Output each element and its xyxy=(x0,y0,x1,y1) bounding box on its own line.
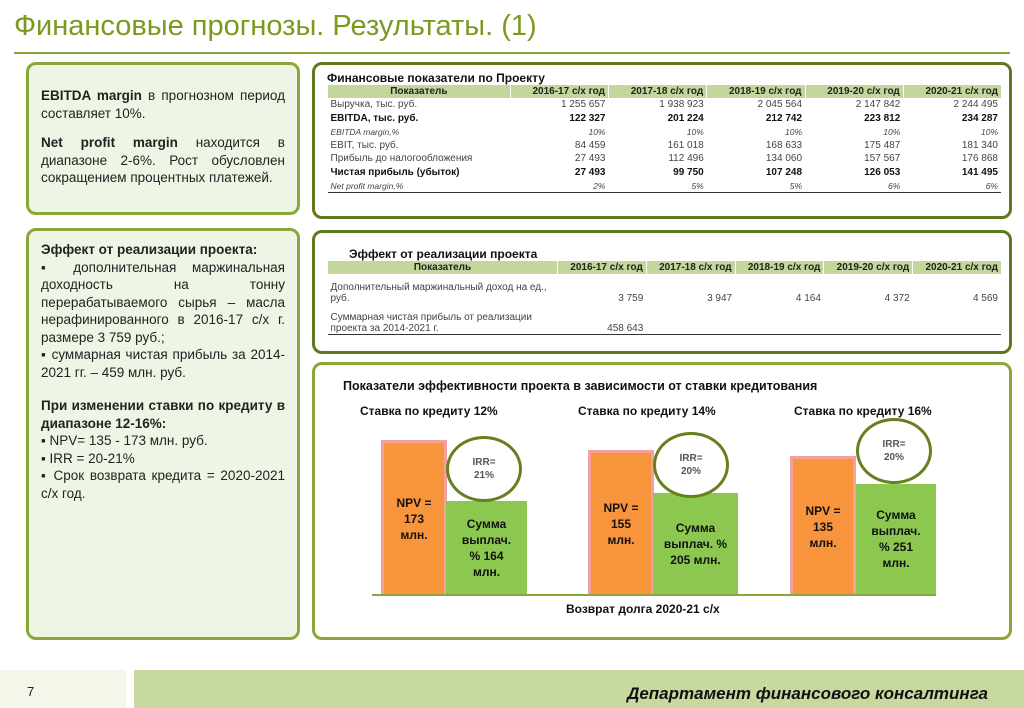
table-cell: 176 868 xyxy=(961,153,998,165)
chart-baseline xyxy=(372,594,936,596)
table-row xyxy=(328,125,1002,139)
table-cell: Дополнительный маржинальный доход на ед., руб. xyxy=(330,282,547,304)
table-row xyxy=(328,152,1002,166)
irr-label: IRR= 20% xyxy=(882,439,906,463)
department-name: Департамент финансового консалтинга xyxy=(627,684,988,703)
table-cell: 6% xyxy=(805,179,903,193)
table-cell: 2% xyxy=(510,179,608,193)
table-cell: 157 567 xyxy=(864,153,901,165)
interest-label: Сумма выплач. % 164 млн. xyxy=(461,516,512,579)
column-header: 2018-19 с/х год xyxy=(707,85,805,98)
rate-label: Ставка по кредиту 12% xyxy=(360,404,498,418)
net-profit-text: находится в диапазоне 2-6%. Рост обусловлен сокращением процентных платежей. xyxy=(41,135,285,185)
irr-circle xyxy=(653,432,729,498)
table-cell: 126 053 xyxy=(864,166,901,178)
interest-bar xyxy=(856,484,936,594)
table-row xyxy=(328,166,1002,180)
column-header: Показатель xyxy=(328,85,511,98)
effect-bullet: ▪ суммарная чистая прибыль за 2014-2021 гг. – 459 млн. руб. xyxy=(41,347,285,380)
table-cell: 10% xyxy=(686,126,704,137)
table-cell: Выручка, тыс. руб. xyxy=(330,99,418,111)
table-cell: 84 459 xyxy=(574,139,606,151)
table-cell: 27 493 xyxy=(574,153,606,165)
column-header: 2016-17 с/х год xyxy=(558,261,647,274)
rate-label: Ставка по кредиту 14% xyxy=(578,404,716,418)
table-cell: 6% xyxy=(903,179,1001,193)
table-cell: 3 947 xyxy=(707,293,733,304)
column-header: 2019-20 с/х год xyxy=(805,85,903,98)
column-header: Показатель xyxy=(328,261,558,274)
irr-label: IRR= 20% xyxy=(679,453,703,477)
column-header: 2020-21 с/х год xyxy=(903,85,1001,98)
footer-page-area xyxy=(0,670,126,708)
interest-label: Сумма выплач. % 205 млн. xyxy=(663,520,728,567)
table-cell: 5% xyxy=(707,179,805,193)
table-cell: 168 633 xyxy=(765,139,803,151)
table-cell xyxy=(824,304,913,334)
table-cell: 4 164 xyxy=(795,293,821,304)
net-profit-label: Net profit margin xyxy=(41,135,178,150)
effect-table-panel xyxy=(312,230,1012,354)
project-effect-panel xyxy=(26,228,300,640)
table-row xyxy=(328,304,1002,334)
table-cell: 1 255 657 xyxy=(560,99,606,111)
table-row xyxy=(328,112,1002,126)
column-header: 2017-18 с/х год xyxy=(608,85,706,98)
table-cell: 99 750 xyxy=(673,166,704,178)
npv-label: NPV = 135 млн. xyxy=(805,503,841,550)
page-title: Финансовые прогнозы. Результаты. (1) xyxy=(14,10,537,42)
table-cell: 223 812 xyxy=(864,112,901,124)
interest-bar xyxy=(653,493,738,594)
title-divider xyxy=(14,52,1010,54)
table-cell: 175 487 xyxy=(864,139,901,151)
table-title: Эффект от реализации проекта xyxy=(349,247,538,261)
npv-bar xyxy=(790,456,856,594)
table-cell: 5% xyxy=(608,179,706,193)
table-cell: 27 493 xyxy=(574,166,606,178)
table-cell: 1 938 923 xyxy=(659,99,704,111)
effect-bullet: ▪ дополнительная маржинальная доходность на тонну перерабатываемого сырья – масла нерафинированного в 2016-17 с/х г. размере 3 759 руб.; xyxy=(41,259,285,345)
irr-label: IRR= 21% xyxy=(472,457,496,481)
footer-bar xyxy=(134,670,1024,708)
column-header: 2016-17 с/х год xyxy=(510,85,608,98)
column-header: 2018-19 с/х год xyxy=(735,261,824,274)
ebitda-label: EBITDA margin xyxy=(41,88,142,103)
column-header: 2017-18 с/х год xyxy=(646,261,735,274)
table-cell xyxy=(735,304,824,334)
interest-bar xyxy=(446,501,527,594)
financial-table xyxy=(327,85,1001,193)
column-header: 2020-21 с/х год xyxy=(913,261,1001,274)
npv-bar xyxy=(381,440,447,594)
table-cell: 2 244 495 xyxy=(953,99,998,111)
rate-bullet: ▪ NPV= 135 - 173 млн. руб. xyxy=(41,433,208,448)
table-cell: Прибыль до налогообложения xyxy=(330,153,473,165)
table-cell: 2 045 564 xyxy=(757,99,803,111)
npv-bar xyxy=(588,450,654,594)
table-cell: 212 742 xyxy=(765,112,803,124)
table-cell: Net profit margin,% xyxy=(328,179,511,193)
page-number: 7 xyxy=(27,684,35,699)
table-cell: 10% xyxy=(588,126,606,137)
table-cell: EBITDA, тыс. руб. xyxy=(330,112,419,124)
table-cell: 161 018 xyxy=(667,139,704,151)
table-cell: 181 340 xyxy=(961,139,998,151)
effect-heading: Эффект от реализации проекта: xyxy=(41,242,258,257)
table-cell: 141 495 xyxy=(961,166,998,178)
effect-table xyxy=(327,261,1001,335)
table-title: Финансовые показатели по Проекту xyxy=(327,71,545,85)
table-cell: 4 569 xyxy=(972,293,998,304)
rate-bullet: ▪ Срок возврата кредита = 2020-2021 с/х год. xyxy=(41,468,285,501)
table-cell: Чистая прибыль (убыток) xyxy=(330,166,460,178)
table-cell: Суммарная чистая прибыль от реализации проекта за 2014-2021 г. xyxy=(328,304,558,334)
table-cell xyxy=(913,304,1001,334)
table-cell: 234 287 xyxy=(961,112,998,124)
table-cell: 10% xyxy=(883,126,901,137)
table-cell xyxy=(646,304,735,334)
table-cell: EBITDA margin,% xyxy=(330,126,400,137)
table-cell: 4 372 xyxy=(884,293,910,304)
table-cell: 112 496 xyxy=(668,153,704,165)
table-cell: 2 147 842 xyxy=(855,99,901,111)
table-cell: 201 224 xyxy=(667,112,704,124)
table-cell: EBIT, тыс. руб. xyxy=(330,139,399,151)
financial-table-panel xyxy=(312,62,1012,219)
table-row xyxy=(328,139,1002,153)
npv-label: NPV = 173 млн. xyxy=(396,495,432,542)
charts-title: Показатели эффективности проекта в зависимости от ставки кредитования xyxy=(343,379,818,393)
table-row xyxy=(328,179,1002,193)
rate-bullet: ▪ IRR = 20-21% xyxy=(41,450,135,466)
rate-label: Ставка по кредиту 16% xyxy=(794,404,932,418)
table-cell: 3 759 xyxy=(618,293,644,304)
table-cell: 10% xyxy=(785,126,803,137)
chart-footer-label: Возврат долга 2020-21 с/х xyxy=(566,602,720,616)
table-cell: 458 643 xyxy=(558,304,647,334)
table-cell: 134 060 xyxy=(765,153,803,165)
interest-label: Сумма выплач. % 251 млн. xyxy=(871,508,921,570)
margin-summary-panel xyxy=(26,62,300,215)
npv-label: NPV = 155 млн. xyxy=(603,500,639,547)
irr-circle xyxy=(856,418,932,484)
table-cell: 10% xyxy=(980,126,998,137)
table-row xyxy=(328,274,1002,304)
ebitda-text: в прогнозном период составляет 10%. xyxy=(41,88,285,121)
column-header: 2019-20 с/х год xyxy=(824,261,913,274)
table-cell: 107 248 xyxy=(765,166,803,178)
rate-heading: При изменении ставки по кредиту в диапазоне 12-16%: xyxy=(41,398,285,431)
irr-circle xyxy=(446,436,522,502)
table-cell: 122 327 xyxy=(569,112,606,124)
table-row xyxy=(328,98,1002,112)
